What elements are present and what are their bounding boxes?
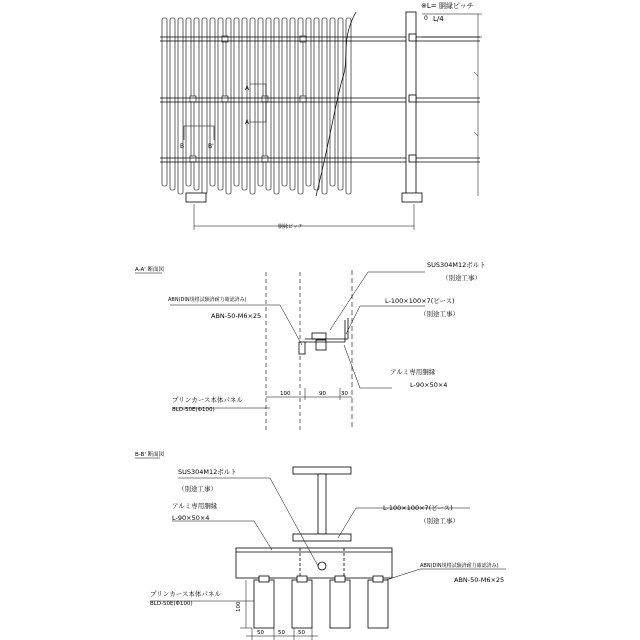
b-abn-spec: ABN-50-M6×25 xyxy=(454,576,505,584)
top-elevation-view xyxy=(160,1,482,230)
panel-clip xyxy=(190,96,196,102)
b-furring-spec: L-90×50×4 xyxy=(172,514,210,522)
a-angle-label: L-100×100×7(ピース) xyxy=(385,297,455,305)
section-a-mark-2: A' xyxy=(245,119,251,126)
a-abn-spec: ABN-50-M6×25 xyxy=(211,312,262,320)
panel-clip xyxy=(300,96,306,102)
angle-piece xyxy=(299,318,348,354)
a-furring-spec: L-90×50×4 xyxy=(410,381,448,389)
louver-slat xyxy=(178,18,183,194)
section-b-title: B-B' 断面図 xyxy=(135,452,165,458)
b-abn-label: ABN(DIN規格試験済耐力確認済み) xyxy=(420,563,499,569)
bottom-dim-label: 胴縁ピッチ xyxy=(278,224,303,230)
louver-slat xyxy=(218,18,223,190)
b-dim-50c: 50 xyxy=(298,630,305,636)
bottom-dimension xyxy=(194,204,414,230)
a-dim-30: 30 xyxy=(341,391,348,397)
h-beam xyxy=(293,467,351,541)
a-dim-100: 100 xyxy=(280,391,291,397)
pitch-note: ※L= 胴縁ピッチ xyxy=(421,2,474,10)
b-panel-label: プリンカース本体パネル xyxy=(150,590,221,598)
a-dim-90: 90 xyxy=(319,391,326,397)
section-a-mark: A xyxy=(245,85,250,92)
louver-slat xyxy=(226,18,231,194)
louver-slat xyxy=(298,18,303,194)
b-furring-label: アルミ専用胴縁 xyxy=(172,502,218,510)
section-a-title: A-A' 断面図 xyxy=(135,267,165,273)
louver-slat xyxy=(202,18,207,194)
b-angle-sub: （別途工事） xyxy=(420,517,459,525)
louver-slat xyxy=(194,18,199,190)
b-dim-100: 100 xyxy=(236,601,242,612)
b-bolt-sub: （別途工事） xyxy=(178,485,217,493)
b-angle-label: L-100×100×7(ピース) xyxy=(383,504,453,512)
louver-slat xyxy=(266,18,271,190)
section-b-mark: B xyxy=(180,143,185,150)
b-panel-spec: BLD-50E(Φ100) xyxy=(150,601,193,607)
b-dim-50a: 50 xyxy=(257,630,264,636)
a-angle-sub: （別途工事） xyxy=(420,310,459,318)
panel-tubes-b xyxy=(254,576,388,628)
section-b-view xyxy=(135,450,506,640)
louver-slat xyxy=(338,18,343,190)
louver-slat xyxy=(314,18,319,190)
dim-top-prefix: 0 xyxy=(424,15,428,22)
a-furring-label: アルミ専用胴縁 xyxy=(390,368,436,376)
a-bolt-sub: （別途工事） xyxy=(442,274,481,282)
panel-clip xyxy=(190,156,196,162)
b-bolt-label: SUS304M12ボルト xyxy=(178,468,237,476)
panel-outline xyxy=(266,272,300,430)
dim-top: L/4 xyxy=(433,15,444,23)
panel-clip xyxy=(222,96,228,102)
louver-slat xyxy=(250,18,255,194)
louver-slat xyxy=(274,18,279,194)
a-bolt-label: SUS304M12ボルト xyxy=(427,261,486,269)
dimension-a xyxy=(266,388,352,400)
louver-slat xyxy=(346,18,351,194)
louver-slat xyxy=(290,18,295,190)
panel-clip xyxy=(262,96,268,102)
louver-slat xyxy=(170,18,175,190)
section-b-mark-2: B' xyxy=(208,143,214,150)
panel-clip xyxy=(262,156,268,162)
leader-lines-a xyxy=(170,272,425,408)
b-dim-50b: 50 xyxy=(278,630,285,636)
a-abn-label: ABN(DIN規格試験済耐力確認済み) xyxy=(168,297,247,303)
section-a-view xyxy=(135,261,486,430)
a-panel-label: プリンカース本体パネル xyxy=(172,396,243,404)
louver-slat xyxy=(242,18,247,190)
furring-b xyxy=(236,548,392,578)
a-panel-spec: BLD-50E(Φ100) xyxy=(172,407,215,413)
